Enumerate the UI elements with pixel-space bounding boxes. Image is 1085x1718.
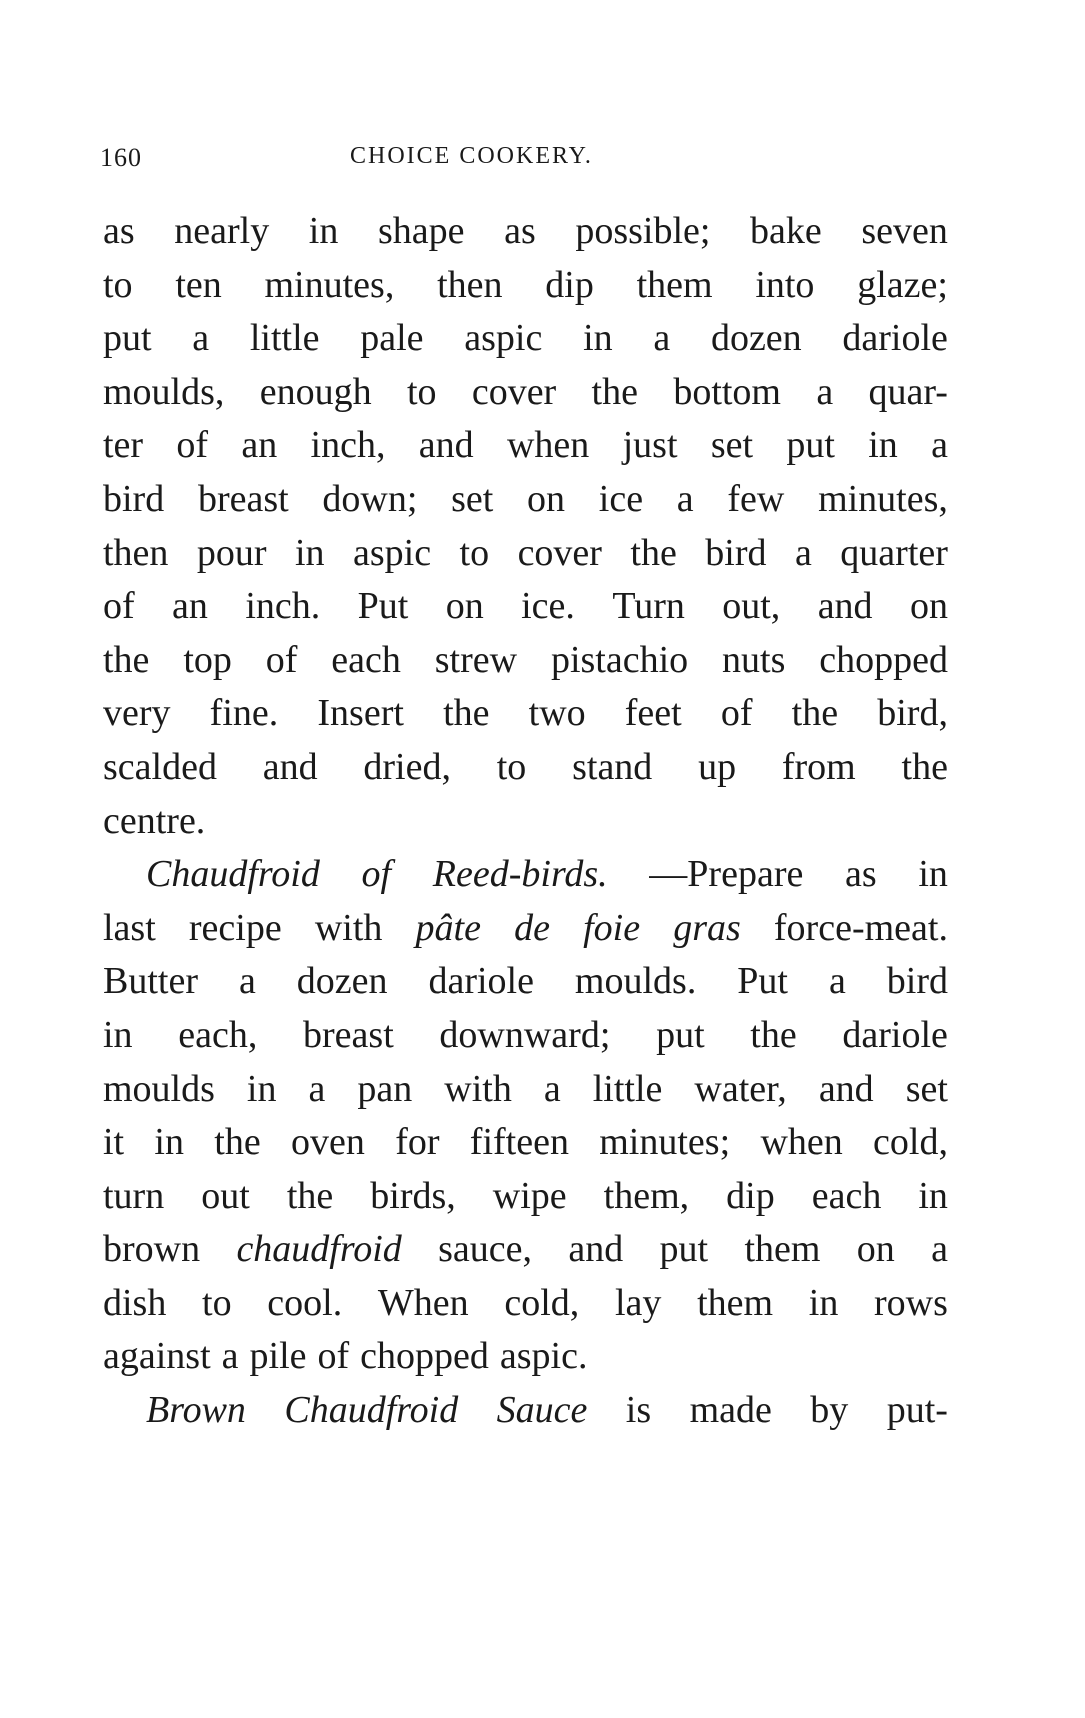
word: of <box>103 585 135 628</box>
word: the <box>286 1174 334 1217</box>
text-line <box>103 902 948 956</box>
text-line <box>103 1277 948 1331</box>
word: a <box>192 317 210 360</box>
word: and <box>817 585 873 628</box>
word: for <box>395 1121 440 1164</box>
word: lay <box>614 1281 662 1324</box>
italic-word: Sauce <box>496 1389 588 1432</box>
text-line <box>103 634 948 688</box>
word: last <box>103 906 156 949</box>
word: rows <box>874 1281 948 1324</box>
text-line <box>103 1009 948 1063</box>
word: them <box>744 1228 821 1271</box>
word: bake <box>750 210 822 252</box>
word: put <box>659 1228 709 1271</box>
word: the <box>103 638 150 681</box>
word: and <box>568 1228 624 1271</box>
running-title: CHOICE COOKERY. <box>350 143 593 169</box>
word: turn <box>103 1174 165 1217</box>
word: bird <box>705 531 767 574</box>
word: a <box>816 370 834 413</box>
word: into <box>755 263 815 306</box>
word: on <box>909 585 948 628</box>
word: ter <box>103 424 144 467</box>
word: when <box>760 1121 843 1164</box>
word: and <box>262 745 318 788</box>
italic-word: Chaudfroid <box>146 853 320 896</box>
word: top <box>183 638 232 681</box>
word: pile <box>249 1335 307 1378</box>
word: Put <box>737 960 788 1003</box>
word: them <box>697 1281 774 1324</box>
word: the <box>791 692 839 735</box>
word: with <box>444 1067 512 1110</box>
word: in <box>918 1174 948 1217</box>
word: centre. <box>103 799 206 842</box>
word: as <box>845 853 877 896</box>
word: very <box>103 692 171 735</box>
italic-word: gras <box>673 906 741 949</box>
word: put- <box>886 1389 948 1432</box>
word: wipe <box>492 1174 567 1217</box>
word: pour <box>196 531 267 574</box>
word: bird <box>886 960 948 1003</box>
text-line <box>103 419 948 473</box>
word: cold, <box>504 1281 580 1324</box>
word: each <box>331 638 401 681</box>
word: then <box>103 531 169 574</box>
italic-word: chaudfroid <box>236 1228 402 1271</box>
word: breast <box>303 1013 394 1056</box>
text-line <box>103 205 948 259</box>
word: minutes; <box>599 1121 731 1164</box>
word: on <box>527 477 566 520</box>
word: fifteen <box>469 1121 569 1164</box>
italic-word: Reed-birds. <box>432 853 608 896</box>
word: a <box>653 317 671 360</box>
text-line <box>103 366 948 420</box>
word: minutes, <box>264 263 395 306</box>
word: on <box>445 585 484 628</box>
word: Butter <box>103 960 198 1003</box>
word: enough <box>259 370 372 413</box>
text-line <box>103 795 948 849</box>
word: dariole <box>428 960 534 1003</box>
word: out, <box>722 585 781 628</box>
word: fine. <box>209 692 279 735</box>
word: of <box>176 424 209 467</box>
word: the <box>591 370 638 413</box>
word: just <box>622 424 678 467</box>
word: sauce, <box>438 1228 533 1271</box>
italic-word: Chaudfroid <box>284 1389 459 1432</box>
word: in <box>308 210 339 252</box>
word: When <box>377 1281 469 1324</box>
word: recipe <box>188 906 282 949</box>
italic-word: foie <box>583 906 641 949</box>
word: dish <box>103 1281 167 1324</box>
italic-word: pâte <box>415 906 481 949</box>
word: strew <box>434 638 518 681</box>
word: chopped <box>819 638 948 681</box>
word: in <box>808 1281 839 1324</box>
word: dried, <box>363 745 451 788</box>
word: few <box>727 477 785 520</box>
page-header <box>100 143 960 183</box>
word: Put <box>357 585 409 628</box>
word: seven <box>861 210 948 252</box>
word: set <box>710 424 754 467</box>
word: nearly <box>174 210 270 252</box>
word: water, <box>694 1067 787 1110</box>
word: downward; <box>439 1013 611 1056</box>
word: in <box>246 1067 277 1110</box>
word: ice <box>598 477 644 520</box>
word: a <box>828 960 846 1003</box>
word: dozen <box>710 317 802 360</box>
word: dariole <box>842 1013 948 1056</box>
word: of <box>265 638 298 681</box>
word: them <box>636 263 713 306</box>
word: of <box>317 1335 350 1378</box>
word: a <box>794 531 812 574</box>
word: dariole <box>842 317 948 360</box>
word: them, <box>603 1174 690 1217</box>
word: on <box>856 1228 895 1271</box>
word: inch. <box>245 585 321 628</box>
text-line <box>103 1384 948 1438</box>
word: pan <box>357 1067 413 1110</box>
word: the <box>901 745 948 788</box>
text-line <box>103 741 948 795</box>
word: minutes, <box>818 477 948 520</box>
text-line <box>103 1170 948 1224</box>
word: birds, <box>370 1174 456 1217</box>
word: a <box>221 1335 239 1378</box>
text-line <box>103 1063 948 1117</box>
word: breast <box>197 477 289 520</box>
word: a <box>931 1228 948 1271</box>
word: pale <box>360 317 424 360</box>
word: each <box>811 1174 882 1217</box>
word: the <box>443 692 490 735</box>
word: down; <box>322 477 418 520</box>
word: an <box>172 585 208 628</box>
word: dip <box>545 263 594 306</box>
word: against <box>103 1335 211 1378</box>
word: each, <box>178 1013 258 1056</box>
word: then <box>437 263 503 306</box>
word: a <box>931 424 948 467</box>
word: cool. <box>267 1281 343 1324</box>
word: a <box>543 1067 561 1110</box>
word: inch, <box>310 424 386 467</box>
word: bird, <box>877 692 948 735</box>
text-line <box>103 955 948 1009</box>
text-line <box>103 1330 948 1384</box>
word: quar- <box>868 370 948 413</box>
word: the <box>630 531 677 574</box>
word: put <box>656 1013 705 1056</box>
word: little <box>249 317 320 360</box>
body-text <box>103 205 948 1438</box>
text-line <box>103 312 948 366</box>
word: to <box>496 745 527 788</box>
word: a <box>238 960 256 1003</box>
word: the <box>750 1013 797 1056</box>
word: to <box>406 370 437 413</box>
word: scalded <box>103 745 217 788</box>
word: feet <box>624 692 682 735</box>
word: glaze; <box>857 263 948 306</box>
word: —Prepare <box>649 853 804 896</box>
word: chopped <box>360 1335 489 1378</box>
text-line <box>103 259 948 313</box>
word: from <box>781 745 856 788</box>
word: pistachio <box>550 638 689 681</box>
word: nuts <box>722 638 786 681</box>
word: put <box>103 317 152 360</box>
word: moulds <box>103 1067 215 1110</box>
word: dozen <box>296 960 388 1003</box>
word: moulds. <box>574 960 697 1003</box>
word: cover <box>471 370 557 413</box>
word: a <box>308 1067 326 1110</box>
word: aspic <box>464 317 543 360</box>
word: little <box>592 1067 663 1110</box>
text-line <box>103 1223 948 1277</box>
word: force-meat. <box>773 906 948 949</box>
word: it <box>103 1121 125 1164</box>
word: an <box>241 424 278 467</box>
page-number: 160 <box>100 143 142 172</box>
word: in <box>154 1121 184 1164</box>
word: in <box>583 317 613 360</box>
word: aspic <box>353 531 432 574</box>
word: two <box>528 692 586 735</box>
text-line <box>103 848 948 902</box>
word: Insert <box>317 692 404 735</box>
italic-word: Brown <box>146 1389 246 1432</box>
word: is <box>625 1389 652 1432</box>
word: cover <box>517 531 602 574</box>
word: Turn <box>612 585 685 628</box>
italic-word: de <box>514 906 550 949</box>
word: with <box>314 906 383 949</box>
word: oven <box>291 1121 365 1164</box>
word: ten <box>175 263 222 306</box>
word: to <box>103 263 133 306</box>
text-line <box>103 1116 948 1170</box>
word: aspic. <box>499 1335 588 1378</box>
word: stand <box>572 745 653 788</box>
word: as <box>103 210 135 252</box>
word: in <box>868 424 898 467</box>
text-line <box>103 473 948 527</box>
word: brown <box>103 1228 201 1271</box>
text-line <box>103 580 948 634</box>
word: made <box>689 1389 772 1432</box>
word: to <box>202 1281 232 1324</box>
word: the <box>214 1121 261 1164</box>
word: ice. <box>521 585 575 628</box>
word: quarter <box>840 531 948 574</box>
word: to <box>459 531 490 574</box>
word: put <box>786 424 835 467</box>
word: dip <box>726 1174 775 1217</box>
word: when <box>506 424 590 467</box>
word: set <box>451 477 494 520</box>
word: up <box>698 745 737 788</box>
text-line <box>103 527 948 581</box>
word: in <box>103 1013 133 1056</box>
word: possible; <box>575 210 711 252</box>
word: shape <box>377 210 465 252</box>
word: in <box>295 531 325 574</box>
word: cold, <box>873 1121 948 1164</box>
word: a <box>676 477 694 520</box>
word: and <box>418 424 474 467</box>
word: out <box>201 1174 250 1217</box>
word: by <box>810 1389 849 1432</box>
italic-word: of <box>361 853 392 896</box>
word: moulds, <box>103 370 225 413</box>
word: set <box>905 1067 948 1110</box>
word: as <box>504 210 536 252</box>
word: in <box>918 853 948 896</box>
word: bird <box>103 477 165 520</box>
text-line <box>103 687 948 741</box>
word: bottom <box>673 370 781 413</box>
word: and <box>818 1067 874 1110</box>
word: of <box>720 692 753 735</box>
